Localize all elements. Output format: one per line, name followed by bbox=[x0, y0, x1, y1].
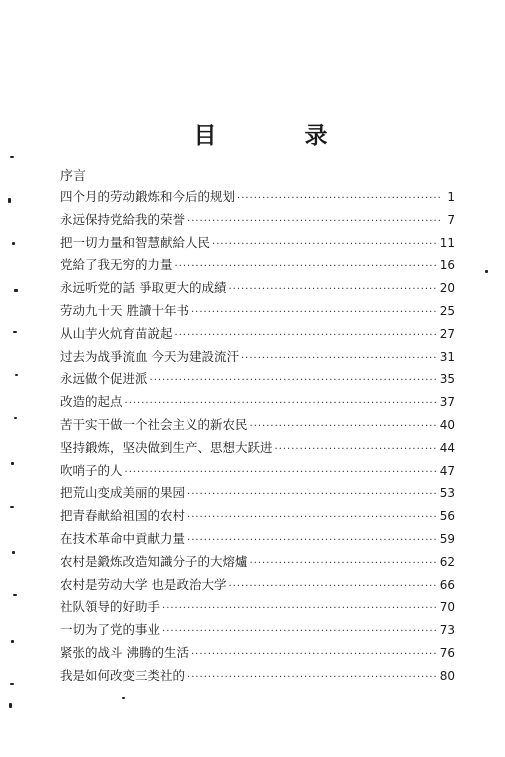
toc-page-number: 35 bbox=[439, 372, 455, 387]
toc-page-number: 44 bbox=[439, 440, 455, 455]
toc-page-number: 70 bbox=[439, 600, 455, 615]
scan-speck bbox=[11, 640, 14, 643]
scan-speck bbox=[122, 697, 125, 699]
toc-page-number: 53 bbox=[439, 486, 455, 501]
toc-entry bbox=[60, 505, 455, 528]
scan-speck bbox=[13, 594, 17, 596]
scan-speck bbox=[8, 198, 11, 203]
page-title: 目 录 bbox=[193, 122, 368, 149]
toc-entry-title: 在技术革命中貢献力量 bbox=[60, 530, 186, 546]
toc-page-number: 7 bbox=[447, 212, 455, 227]
toc-entry bbox=[60, 391, 455, 414]
toc-leader-dots bbox=[191, 302, 438, 325]
toc-leader-dots bbox=[187, 507, 438, 530]
scan-speck bbox=[14, 417, 17, 419]
toc-entry bbox=[60, 596, 455, 619]
scan-speck bbox=[9, 703, 12, 708]
toc-entry bbox=[60, 482, 455, 505]
scan-speck bbox=[10, 156, 14, 158]
toc-leader-dots bbox=[162, 621, 438, 644]
toc-entry-title: 把一切力量和智慧献給人民 bbox=[60, 234, 211, 250]
toc-entry-title: 农村是鍛炼改造知識分子的大熔爐 bbox=[60, 553, 248, 569]
toc-entry bbox=[60, 437, 455, 460]
toc-page-number: 80 bbox=[439, 668, 455, 683]
toc-entry-title: 把青春献給祖国的农村 bbox=[60, 508, 186, 524]
toc-page-number: 25 bbox=[439, 303, 455, 318]
toc-entry bbox=[60, 346, 455, 369]
toc-entry-title: 劳动九十天 胜讀十年书 bbox=[60, 302, 189, 318]
toc-leader-dots bbox=[175, 256, 438, 279]
scan-speck bbox=[12, 551, 15, 554]
toc-entry-title: 永远听党的話 爭取更大的成績 bbox=[60, 280, 227, 296]
toc-entry-title: 吹哨子的人 bbox=[60, 462, 123, 478]
toc-page-number: 56 bbox=[439, 509, 455, 524]
toc-entry-title: 改造的起点 bbox=[60, 394, 123, 410]
toc-page-number: 76 bbox=[439, 645, 455, 660]
toc-leader-dots bbox=[187, 667, 438, 690]
toc-page-number: 27 bbox=[439, 326, 455, 341]
toc-entry-title: 一切为了党的事业 bbox=[60, 622, 161, 638]
toc-entry bbox=[60, 254, 455, 277]
toc-entry bbox=[60, 665, 455, 688]
toc-entry bbox=[60, 323, 455, 346]
toc-entry bbox=[60, 300, 455, 323]
toc-leader-dots bbox=[250, 416, 438, 439]
toc-leader-dots bbox=[187, 484, 438, 507]
toc-entry-title: 党給了我无穷的力量 bbox=[60, 257, 173, 273]
scan-speck bbox=[14, 289, 18, 292]
toc-leader-dots bbox=[125, 393, 438, 416]
toc-page-number: 66 bbox=[439, 577, 455, 592]
toc-leader-dots bbox=[125, 462, 438, 485]
preface-entry: 序言 bbox=[60, 169, 87, 184]
toc-entry-title: 永远保持党給我的荣誉 bbox=[60, 211, 186, 227]
toc-leader-dots bbox=[228, 279, 437, 302]
toc-page-number: 16 bbox=[439, 258, 455, 273]
toc-entry-title: 农村是劳动大学 也是政治大学 bbox=[60, 576, 227, 592]
toc-page-number: 11 bbox=[439, 235, 455, 250]
toc-leader-dots bbox=[187, 211, 441, 234]
toc-entry bbox=[60, 277, 455, 300]
toc-entry-title: 四个月的劳动鍛炼和今后的规划 bbox=[60, 189, 236, 204]
toc-entry-title: 我是如何改变三类社的 bbox=[60, 667, 186, 683]
toc-entry bbox=[60, 209, 455, 232]
toc-entry-title: 紧张的战斗 沸腾的生活 bbox=[60, 644, 189, 660]
scan-speck bbox=[11, 462, 14, 465]
toc-entry bbox=[60, 368, 455, 391]
toc-entry bbox=[60, 232, 455, 255]
toc-entry bbox=[60, 186, 455, 209]
toc-leader-dots bbox=[191, 644, 438, 667]
toc-entry bbox=[60, 574, 455, 597]
toc-entry-title: 坚持鍛炼，坚决做到生产、思想大跃进 bbox=[60, 439, 273, 455]
toc-page-number: 62 bbox=[439, 554, 455, 569]
toc-entry-title: 社队領导的好助手 bbox=[60, 599, 161, 615]
toc-page-number: 31 bbox=[439, 349, 455, 364]
toc-page-number: 20 bbox=[439, 281, 455, 296]
toc-entry bbox=[60, 460, 455, 483]
toc-entry-title: 苦干实干做一个社会主义的新农民 bbox=[60, 416, 248, 432]
toc-page-number: 59 bbox=[439, 531, 455, 546]
toc-entry bbox=[60, 642, 455, 665]
scan-speck bbox=[10, 683, 14, 685]
toc-leader-dots bbox=[150, 370, 438, 393]
toc-entry-title: 永远做个促进派 bbox=[60, 371, 148, 387]
scan-speck bbox=[13, 331, 17, 333]
toc-entry bbox=[60, 414, 455, 437]
toc-entry-title: 从山芋火炕育苗說起 bbox=[60, 325, 173, 341]
toc-entry bbox=[60, 551, 455, 574]
toc-entry bbox=[60, 528, 455, 551]
toc-entry-title: 把荒山变成美丽的果园 bbox=[60, 485, 186, 501]
toc-leader-dots bbox=[250, 553, 438, 576]
toc-leader-dots bbox=[241, 348, 438, 371]
toc-page-number: 37 bbox=[439, 395, 455, 410]
toc-leader-dots bbox=[162, 598, 438, 621]
toc-page-number: 40 bbox=[439, 417, 455, 432]
toc-leader-dots bbox=[228, 576, 437, 599]
toc-leader-dots bbox=[275, 439, 438, 462]
scan-speck bbox=[10, 506, 14, 508]
scan-speck bbox=[12, 242, 15, 245]
toc-leader-dots bbox=[175, 325, 438, 348]
table-of-contents bbox=[60, 186, 455, 688]
toc-leader-dots bbox=[212, 234, 438, 257]
toc-entry-title: 过去为战爭流血 今天为建設流汗 bbox=[60, 348, 239, 364]
toc-entry bbox=[60, 619, 455, 642]
toc-page-number: 73 bbox=[439, 623, 455, 638]
toc-page-number: 47 bbox=[439, 463, 455, 478]
scan-speck bbox=[485, 270, 488, 273]
scan-speck bbox=[15, 374, 18, 376]
toc-page-number: 1 bbox=[447, 190, 455, 204]
toc-leader-dots bbox=[237, 188, 441, 211]
toc-leader-dots bbox=[187, 530, 438, 553]
